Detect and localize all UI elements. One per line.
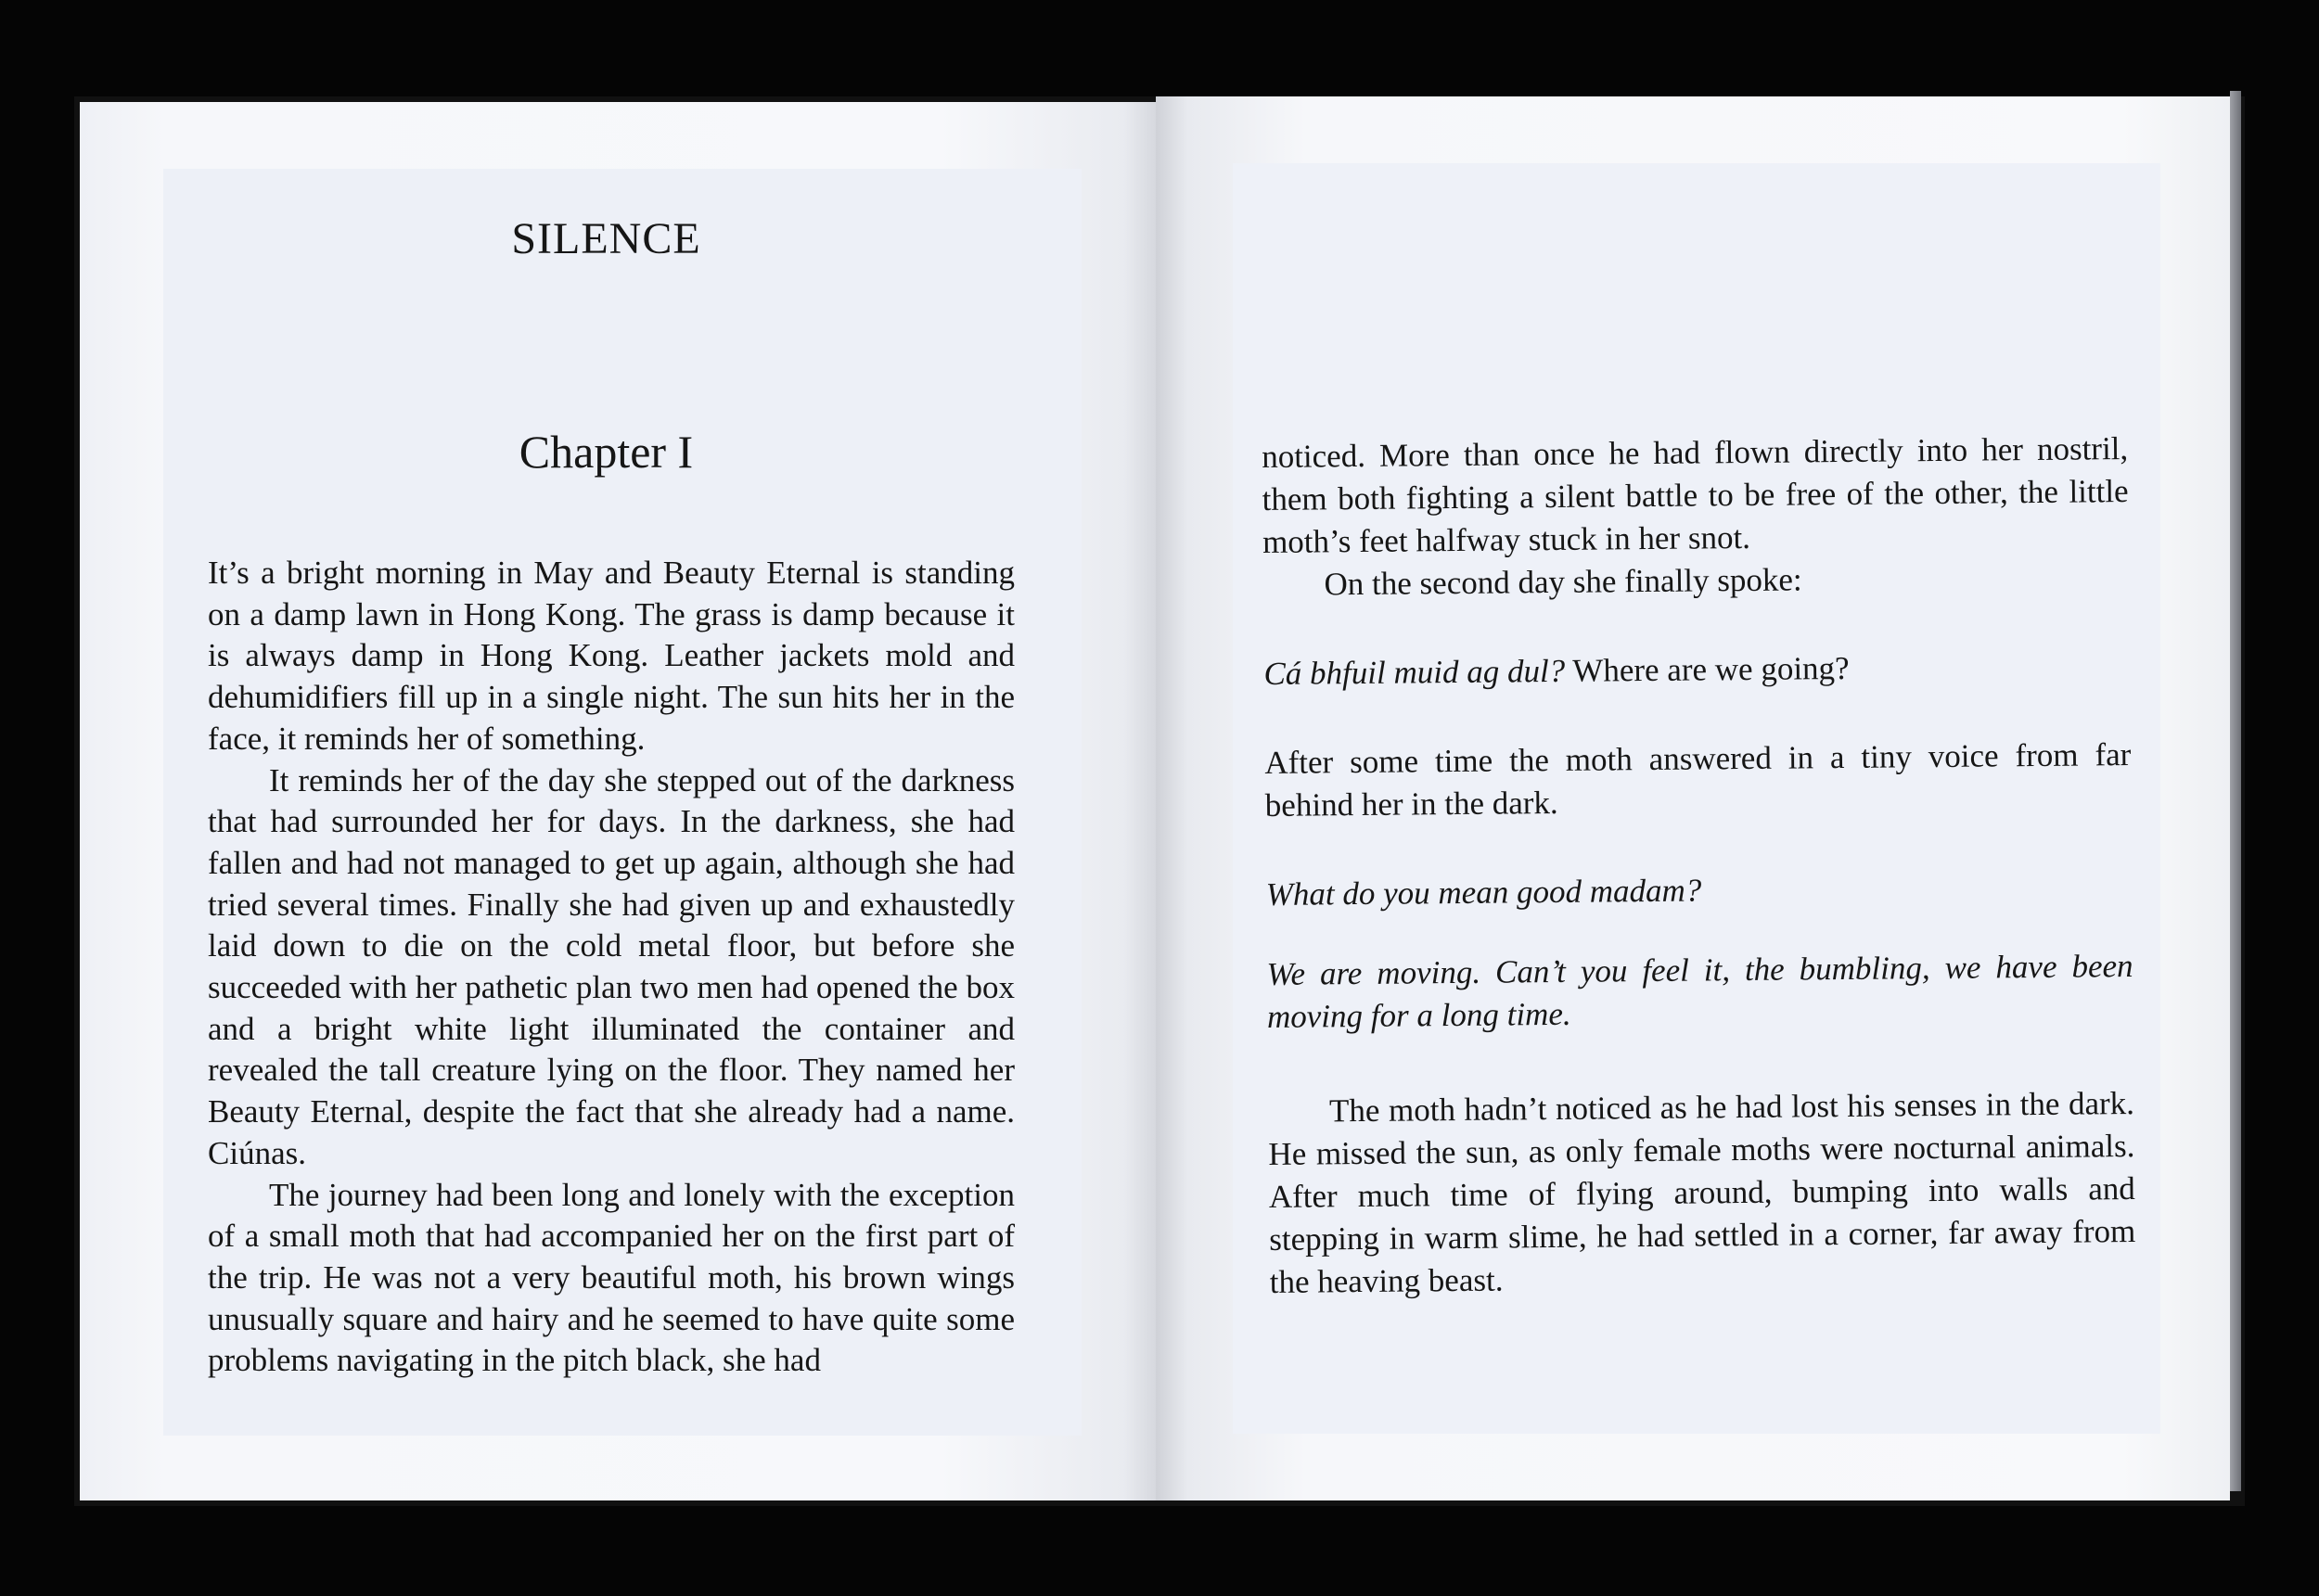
irish-question: Cá bhfuil muid ag dul?	[1263, 652, 1566, 692]
page-edge	[2230, 91, 2241, 1491]
right-body-text	[1262, 428, 2136, 1304]
spacer	[1263, 598, 2130, 653]
continuation-paragraph: noticed. More than once he had flown directly into her nostril, them both fighting a silent battle to be free of the other, the little moth’s feet halfway stuck in her snot.	[1262, 430, 2129, 560]
chapter-heading: Chapter I	[519, 426, 694, 478]
english-question: Where are we going?	[1565, 649, 1850, 689]
her-reply: We are moving. Can’t you feel it, the bumbling, we have been moving for a long time.	[1266, 948, 2133, 1035]
right-page	[1156, 96, 2230, 1500]
second-day-line: On the second day she finally spoke:	[1324, 561, 1802, 603]
spacer	[1267, 1030, 2133, 1091]
moth-answer-intro: After some time the moth answered in a tiny voice from far behind her in the dark.	[1264, 736, 2132, 824]
paragraph-1: It’s a bright morning in May and Beauty Eternal is standing on a damp lawn in Hong Kong. The grass is damp because it is always damp in Hong Kong. Leather jackets mold and dehumidifiers fill up in a single night. The sun hits her in the face, it reminds her of something.	[208, 555, 1015, 757]
paragraph-2: It reminds her of the day she stepped out of the darkness that had surrounded her for days. In the darkness, she had fallen and had not managed to get up again, although she had tried several times. Finally she had given up and exhaustedly laid down to die on the cold metal floor, but before she succeeded with her pathetic plan two men had opened the box and a bright white light illuminated the container and revealed the tall creature lying on the floor. They named her Beauty Eternal, despite the fact that she already had a name. Ciúnas.	[208, 761, 1015, 1171]
moth-reply: What do you mean good madam?	[1265, 872, 1702, 913]
spacer	[1264, 687, 2131, 742]
book-title: SILENCE	[511, 214, 701, 263]
paragraph-3: The journey had been long and lonely with the exception of a small moth that had accompanied her on the first part of the trip. He was not a very beautiful moth, his brown wings unusually square and hairy and he seemed to have quite some problems navigating in the pitch black, she had	[208, 1176, 1015, 1379]
closing-paragraph: The moth hadn’t noticed as he had lost his senses in the dark. He missed the sun, as only female moths were nocturnal animals. After much time of flying around, bumping into walls and stepping in warm slime, he had settled in a corner, far away from the heaving beast.	[1268, 1085, 2136, 1300]
left-page	[80, 102, 1156, 1500]
spacer	[1265, 819, 2132, 874]
left-body-text	[208, 553, 1015, 1382]
